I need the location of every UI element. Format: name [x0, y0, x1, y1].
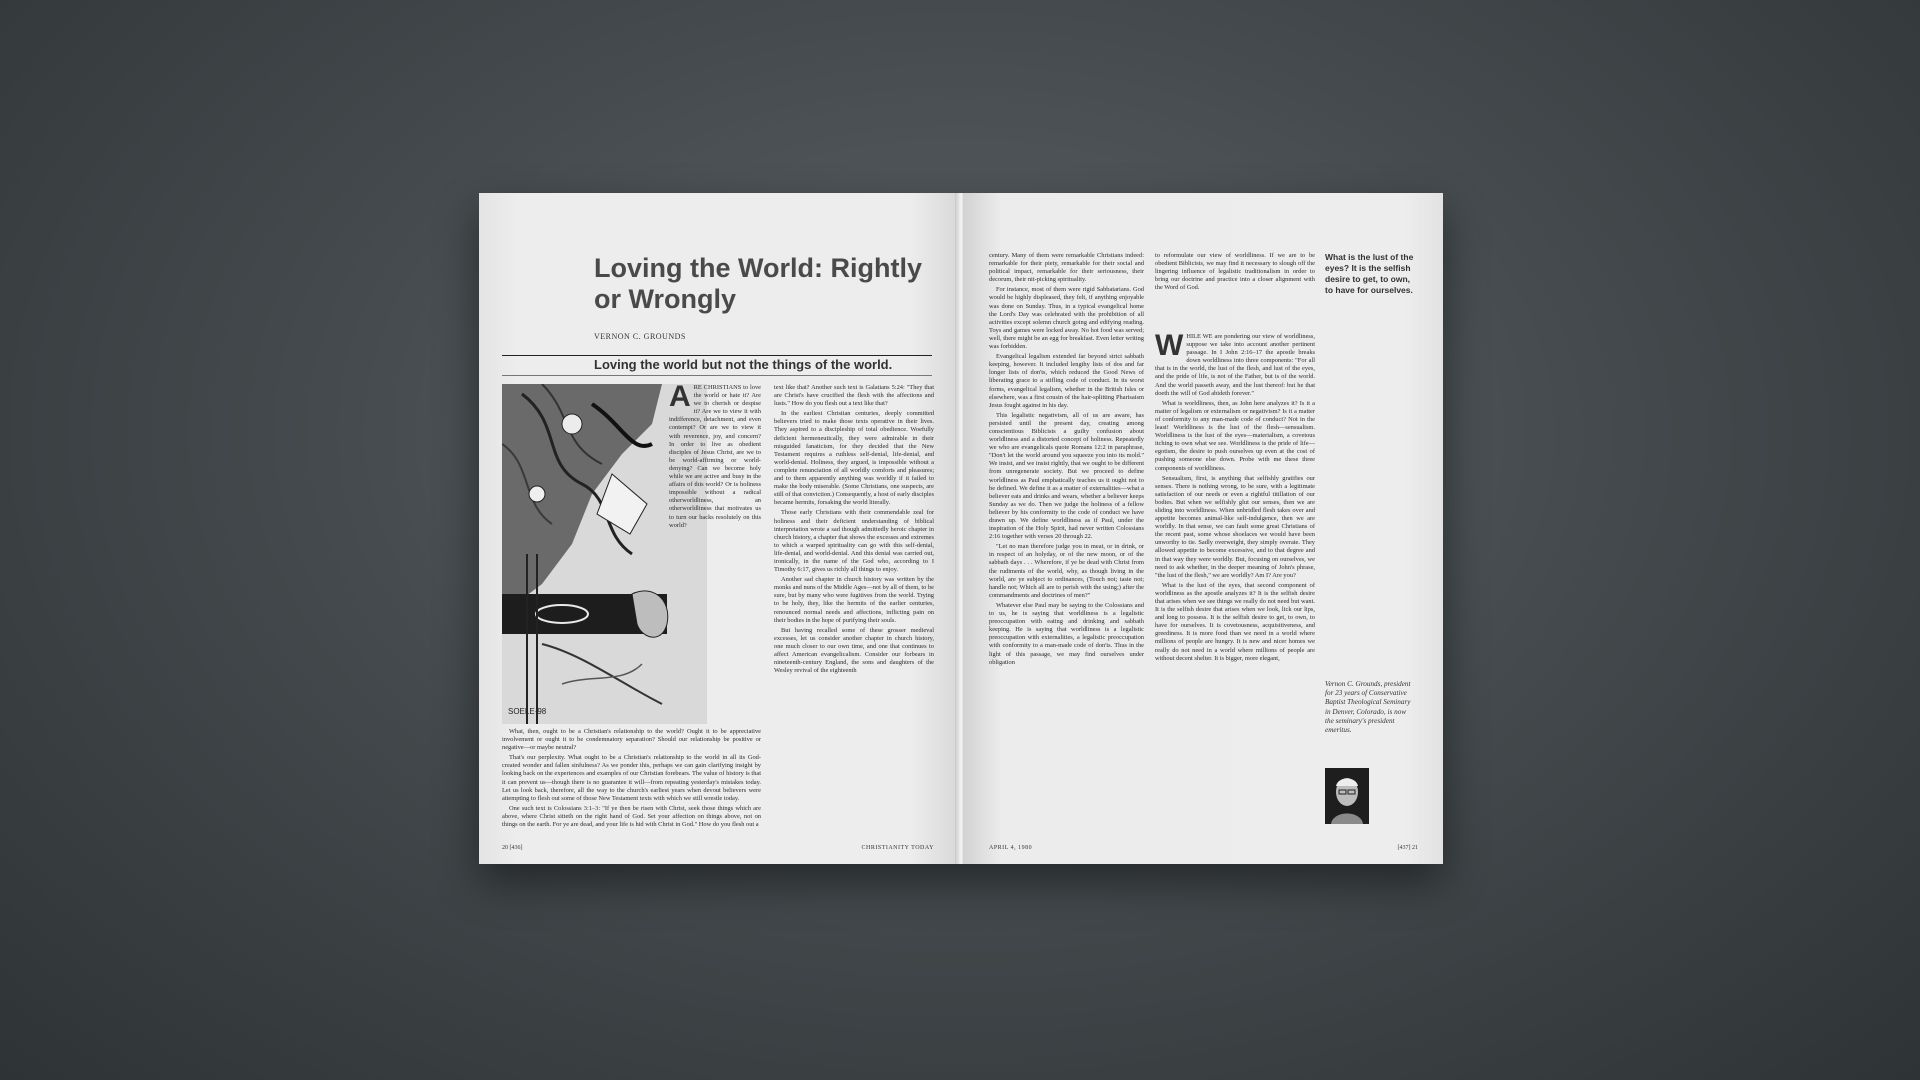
paragraph: What, then, ought to be a Christian's relationship to the world? Ought it to be appreciative involvement or ought it to be condemnatory separation? Should our relationship be positive or negative—or maybe neutral? [502, 728, 761, 752]
deck-rule-lower [502, 375, 932, 376]
paragraph: Evangelical legalism extended far beyond strict sabbath keeping, however. It included lengthy lists of dos and far longer lists of don'ts, which reduced the Good News of liberating grace to a stifling code of conduct. In its worst forms, evangelical legalism, whether in the British Isles or elsewhere, was a first cousin of the hair-splitting Pharisaism Jesus fought against in his day. [989, 353, 1144, 409]
paragraph: Those early Christians with their commendable zeal for holiness and their deficient understanding of biblical interpretation wrote a sad though admittedly heroic chapter in church history, a chapter that shows the excesses and extremes to which a warped spirituality can go with this self-denial, life-denial, and world-denial. And this denial was carried out, ironically, in the name of the God who, according to I Timothy 6:17, gives us richly all things to enjoy. [774, 509, 935, 574]
column-1-text: RE CHRISTIANS to love the world or hate it? Are we to cherish or despise it? Are we to view it with indifference, detachment, and even contempt? Or are we to view it with reverence, joy, and concern? In order to live as obedient disciples of Jesus Christ, are we to be world-affirming or world-denying? Can we become holy while we are active and busy in the affairs of this world? Or is holiness impossible without a radical otherworldliness, an otherworldliness that motivates us to turn our backs resolutely on this world? [669, 384, 761, 529]
paragraph [1155, 329, 1315, 398]
paragraph: That's our perplexity. What ought to be a Christian's relationship to the world in all its God-created wonder and fallen sinfulness? As we ponder this, perhaps we can gain clarifying insight by looking back on the experiences and examples of our Christian forebears. The value of history is that it can prevent us—though there is no guarantee it will—from repeating yesterday's mistakes today. Let us look back, therefore, all the way to the church's earliest years when devout believers were attempting to flesh out some of those New Testament texts with which we still wrestle today. [502, 754, 761, 802]
paragraph: text like that? Another such text is Galatians 5:24: "They that are Christ's have crucified the flesh with the affections and lusts." How do you flesh out a text like that? [774, 384, 934, 408]
paragraph-text: HILE WE are pondering our view of worldliness, suppose we take into account another pertinent passage. In I John 2:16–17 the apostle breaks down worldliness into three components: "For all that is in the world, the lust of the flesh, and lust of the eyes, and the pride of life, is not of the Father, but is of the world. And the world passeth away, and the lust thereof: but he that doeth the will of God abideth forever." [1155, 333, 1315, 397]
author-bio: Vernon C. Grounds, president for 23 years of Conservative Baptist Theological Seminary in Denver, Colorado, is now the seminary's president emeritus. [1325, 680, 1411, 735]
deck-rule [502, 355, 932, 356]
paragraph: "Let no man therefore judge you in meat, or in drink, or in respect of an holyday, or of the new moon, or of the sabbath days . . . Wherefore, if ye be dead with Christ from the rudiments of the world, why, as though living in the world, are ye subject to ordinances, (Touch not; taste not; handle not; Which all are to perish with the using;) after the commandments and doctrines of men?" [989, 543, 1144, 599]
paragraph: In the earliest Christian centuries, deeply committed believers tried to make those texts operative in their lives. They aspired to a discipleship of total obedience. Woefully deficient hermeneutically, they were admirable in their misguided fanaticism, for they decided that the New Testament requires a ruthless self-denial, life-denial, and world-denial. Holiness, they argued, is impossible without a complete renunciation of all worldly comforts and pleasures; and to them apparently anything was worldly if it failed to make the body miserable. (Some Christians, one suspects, are still of that conviction.) Consequently, a host of early disciples became hermits, forsaking the world literally. [774, 410, 934, 507]
page-number-left: 20 [436] [502, 845, 523, 851]
paragraph: to reformulate our view of worldliness. If we are to be obedient Biblicists, we may find it necessary to slough off the lingering influence of legalistic traditionalism in order to bring our doctrine and practice into a closer alignment with the Word of God. [1155, 252, 1315, 292]
magazine-name: CHRISTIANITY TODAY [861, 845, 934, 851]
paragraph: This legalistic negativism, all of us are aware, has persisted until the present day, creating among conscientious Biblicists a guilty confusion about worldliness and a distorted concept of holiness. Repeatedly we who are evangelicals quote Romans 12:2 in paraphrase, "Don't let the world around you squeeze you into its mold." We insist, and we insist rightly, that we ought to be different from unregenerate society. But we proceed to define worldliness as Paul emphatically teaches us it ought not to be defined. We define it as a matter of externalities—what a believer eats and drinks and wears, whether a believer keeps Sunday as we do. Then we judge the holiness of a fellow believer by his conformity to the code of conduct we have drawn up. We define worldliness as if Paul, under the inspiration of the Holy Spirit, had never written Colossians 2:16 together with verses 20 through 22. [989, 411, 1144, 541]
paragraph: What is worldliness, then, as John here analyzes it? Is it a matter of legalism or externalism or negativism? Is it a matter of conformity to any man-made code of conduct? Not in the least! Worldliness is the lust of the flesh—sensualism. Worldliness is the lust of the eyes—materialism, a covetous itching to own what we see. Worldliness is the pride of life—egotism, the desire to push ourselves up even at the cost of pushing someone else down. Probe with me these three components of worldliness. [1155, 399, 1315, 472]
paragraph: One such text is Colossians 3:1–3: "If ye then be risen with Christ, seek those things which are above, where Christ sitteth on the right hand of God. Set your affection on things above, not on things on the earth. For ye are dead, and your life is hid with Christ in God." How do you flesh out a [502, 804, 761, 829]
column-1 [669, 380, 761, 530]
paragraph: Whatever else Paul may be saying to the Colossians and to us, he is saying that worldliness is a legalistic preoccupation with eating and drinking and sabbath keeping. He is saying that worldliness is a legalistic preoccupation with externalities, a legalistic preoccupation with conformity to a man-made code of don'ts. Thus in the light of this passage, we may find ourselves under obligation [989, 601, 1144, 666]
column-2 [774, 384, 934, 677]
illustration-signature: SOELE·98 [508, 707, 547, 716]
pull-quote: What is the lust of the eyes? It is the selfish desire to get, to own, to have for ourselves. [1325, 252, 1414, 295]
paragraph: What is the lust of the eyes, that second component of worldliness as the apostle analyzes it? It is the selfish desire that arises when we see things we really do not need but want. It is the selfish desire that arises when we look, lick our lips, and long to possess. It is the selfish desire to get, to own, to have for ourselves. It is covetousness, acquisitiveness, and greediness. It is more food than we need in a world where millions of people are hungry. It is new and nicer homes we really do not need in a world where millions of people are without decent shelter. It is bigger, more elegant, [1155, 581, 1315, 662]
left-page [479, 193, 959, 864]
page-number-right: [437] 21 [1397, 845, 1418, 851]
column-3 [989, 252, 1144, 669]
paragraph: Sensualism, first, is anything that selfishly gratifies our senses. There is nothing wrong, to be sure, with a legitimate satisfaction of our needs or even a rightful titillation of our bodies. But when we selfishly glut our senses, then we are sliding into worldliness. When unbridled flesh takes over and appetite becomes animal-like self-indulgence, then we are worldly. In that sense, we can fault some great Christians of the recent past, some whose shoelaces we would have been unworthy to tie. Sadly overweight, they simply overate. They allowed appetite to become excessive, and to that degree and in that way they were worldly. But, focusing on ourselves, we need to ask whether, in the deeper meaning of John's phrase, "the lust of the flesh," we are worldly? Am I? Are you? [1155, 474, 1315, 579]
column-1-lower [502, 728, 761, 831]
paragraph: For instance, most of them were rigid Sabbatarians. God would be highly displeased, they felt, if anything enjoyable was done on Sunday. Thus, in a typical evangelical home the Lord's Day was celebrated with the prohibition of all activities except solemn church going and edifying reading. Toys and games were locked away. No hot food was served; well, there might be an egg for breakfast. Even letter writing was forbidden. [989, 286, 1144, 351]
dropcap: A [669, 380, 691, 413]
byline: VERNON C. GROUNDS [594, 332, 686, 341]
paragraph: But having recalled some of these grosser medieval excesses, let us consider another chapter in church history, one much closer to our own time, and one that continues to affect American evangelicalism. Consider our forbears in nineteenth-century England, the sons and daughters of the Wesley revival of the eighteenth [774, 626, 934, 675]
author-photo [1325, 768, 1369, 824]
column-4 [1155, 252, 1315, 294]
paragraph: Another sad chapter in church history was written by the monks and nuns of the Middle Ages—not by all of them, to be sure, but by many who were fugitives from the world. Trying to be holy, they, like the hermits of the earlier centuries, renounced normal needs and affections, inflicting pain on their bodies in the hope of purifying their souls. [774, 576, 934, 624]
article-deck: Loving the world but not the things of the world. [594, 357, 893, 372]
magazine-spread [479, 193, 1443, 864]
article-title: Loving the World: Rightly or Wrongly [594, 253, 922, 314]
column-4-lower [1155, 329, 1315, 665]
dropcap: W [1155, 329, 1184, 362]
paragraph: century. Many of them were remarkable Christians indeed: remarkable for their piety, remarkable for their social and political impact, remarkable for their seriousness, their decorum, their nit-picking spirituality. [989, 252, 1144, 284]
right-page [963, 193, 1443, 864]
issue-date: APRIL 4, 1980 [989, 845, 1033, 851]
